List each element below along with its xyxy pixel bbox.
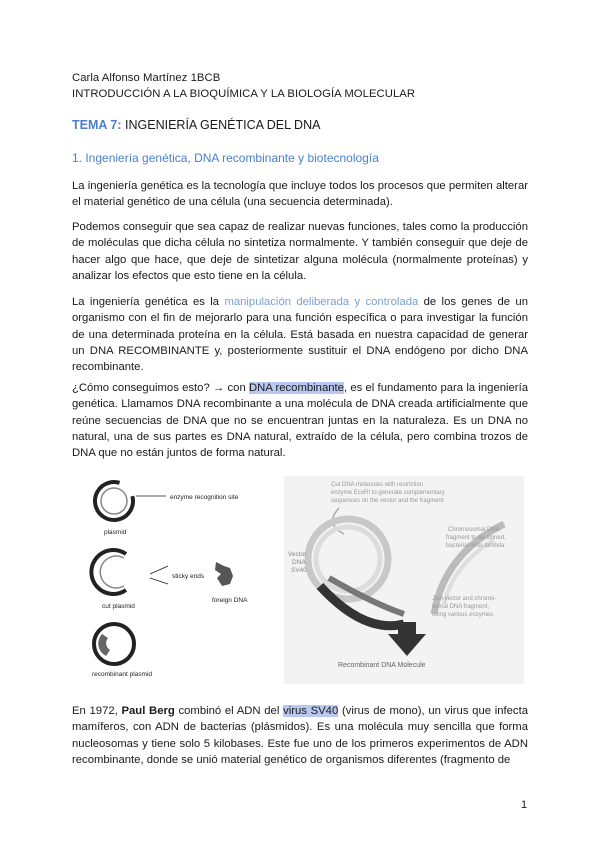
join-label-3: using various enzymes (432, 612, 494, 618)
course-line: INTRODUCCIÓN A LA BIOQUÍMICA Y LA BIOLOGÍA MOLECULAR (72, 88, 416, 100)
chromosomal-label-3: bacterial virus lambda (446, 543, 505, 549)
p4-text-b: , es el fundamento para la ingeniería genética. Llamamos DNA recombinante a una molécula de DNA creada artificialmente que reúne secuencias de DNA que no se encuentran juntas en la naturaleza. Es un DNA no natural, una de sus partes es DNA natural, extraído de la célula, pero combina trozos de DNA que no están juntos de forma natural. (72, 382, 528, 460)
inserted-dna-icon (98, 634, 110, 656)
p5-name: Paul Berg (121, 705, 175, 717)
join-label-1: Join vector and chromo- (432, 596, 497, 602)
paragraph-paul-berg (72, 703, 528, 768)
cut-note-line3: sequences on the vector and the fragment. (331, 498, 446, 504)
vector-label-3: SV40 (291, 567, 307, 574)
sticky-pointer-b (150, 578, 168, 584)
p4-highlight: DNA recombinante (249, 382, 344, 394)
enzyme-site-label: enzyme recognition site (170, 494, 239, 501)
chromosomal-label-1: Chromosomal DNA (448, 527, 500, 533)
paragraph-definition: La ingeniería genética es la tecnología que incluye todos los procesos que permiten alterar el material genético de una célula (una secuencia determinada). (72, 180, 528, 209)
recombinant-dna-figure (84, 474, 524, 684)
vector-label-2: DNA (292, 559, 306, 566)
p5-text-a: En 1972, (72, 705, 122, 717)
recombinant-plasmid-label: recombinant plasmid (92, 671, 152, 678)
sticky-pointer-a (150, 566, 168, 574)
p5-highlight: virus SV40 (283, 705, 339, 717)
author-line: Carla Alfonso Martínez 1BCB (72, 72, 221, 84)
sticky-ends-label: sticky ends (172, 573, 205, 580)
foreign-dna-icon (215, 562, 233, 586)
recombinant-label: Recombinant DNA Molecule (338, 662, 426, 669)
plasmid-diagram (91, 478, 248, 678)
paragraph-functions: Podemos conseguir que sea capaz de realizar nuevas funciones, tales como la producción de moléculas que dicha célula no sintetiza normalmente. Y también conseguir que deje de hacer algo que hace, que deje de sintetizar alguna molécula (normalmente proteínas) y analizar los efectos que esto tiene en la célula. (72, 221, 528, 282)
cut-plasmid-label: cut plasmid (102, 603, 135, 610)
cut-note-line2: enzyme EcoRI to generate complementary (331, 490, 445, 496)
p5-text-c: (virus de mono), un virus que infecta mamíferos, con ADN de bacterias (plásmidos). Es una molécula muy sencilla que forma nucleosomas y tiene solo 5 kilobases. Este fue uno de los primeros experimentos de ADN recombinante, donde se unió material genético de organismos diferentes (fragmento de (72, 705, 528, 766)
topic-title: INGENIERÍA GENÉTICA DEL DNA (121, 118, 321, 132)
p5-text-b: combinó el ADN del (174, 705, 284, 717)
chromosomal-label-2: fragment to be cloned, (446, 535, 506, 541)
cut-note-line1: Cut DNA molecules with restriction (331, 482, 424, 488)
page-number: 1 (521, 799, 528, 811)
p3-emphasis: manipulación deliberada y controlada (224, 296, 419, 308)
sv40-diagram (284, 476, 524, 684)
cut-plasmid-inner-icon (100, 556, 124, 588)
paragraph-manipulation (72, 294, 528, 375)
topic-heading (72, 118, 320, 132)
topic-number: TEMA 7: (72, 118, 122, 132)
foreign-dna-label: foreign DNA (212, 597, 248, 604)
paragraph-recombinant (72, 380, 528, 461)
join-label-2: somal DNA fragment, (432, 604, 490, 610)
section-heading: 1. Ingeniería genética, DNA recombinante y biotecnología (72, 151, 379, 165)
p3-text-b: de los genes de un organismo con el fin de mejorarlo para una función específica o para investigar la función de una determinada proteína en la célula. Está basada en nuestra capacidad de generar un DNA RECOMBINANTE y, posteriormente sustituir el DNA endógeno por dicho DNA recombinante. (72, 296, 528, 374)
plasmid-label: plasmid (104, 529, 127, 536)
vector-label-1: Vector (288, 551, 307, 558)
right-panel-bg (284, 476, 524, 684)
plasmid-inner-icon (101, 488, 127, 514)
plasmid-icon (91, 478, 138, 525)
p3-text-a: La ingeniería genética es la (72, 296, 225, 308)
p4-text-a: ¿Cómo conseguimos esto? → con (72, 382, 249, 394)
